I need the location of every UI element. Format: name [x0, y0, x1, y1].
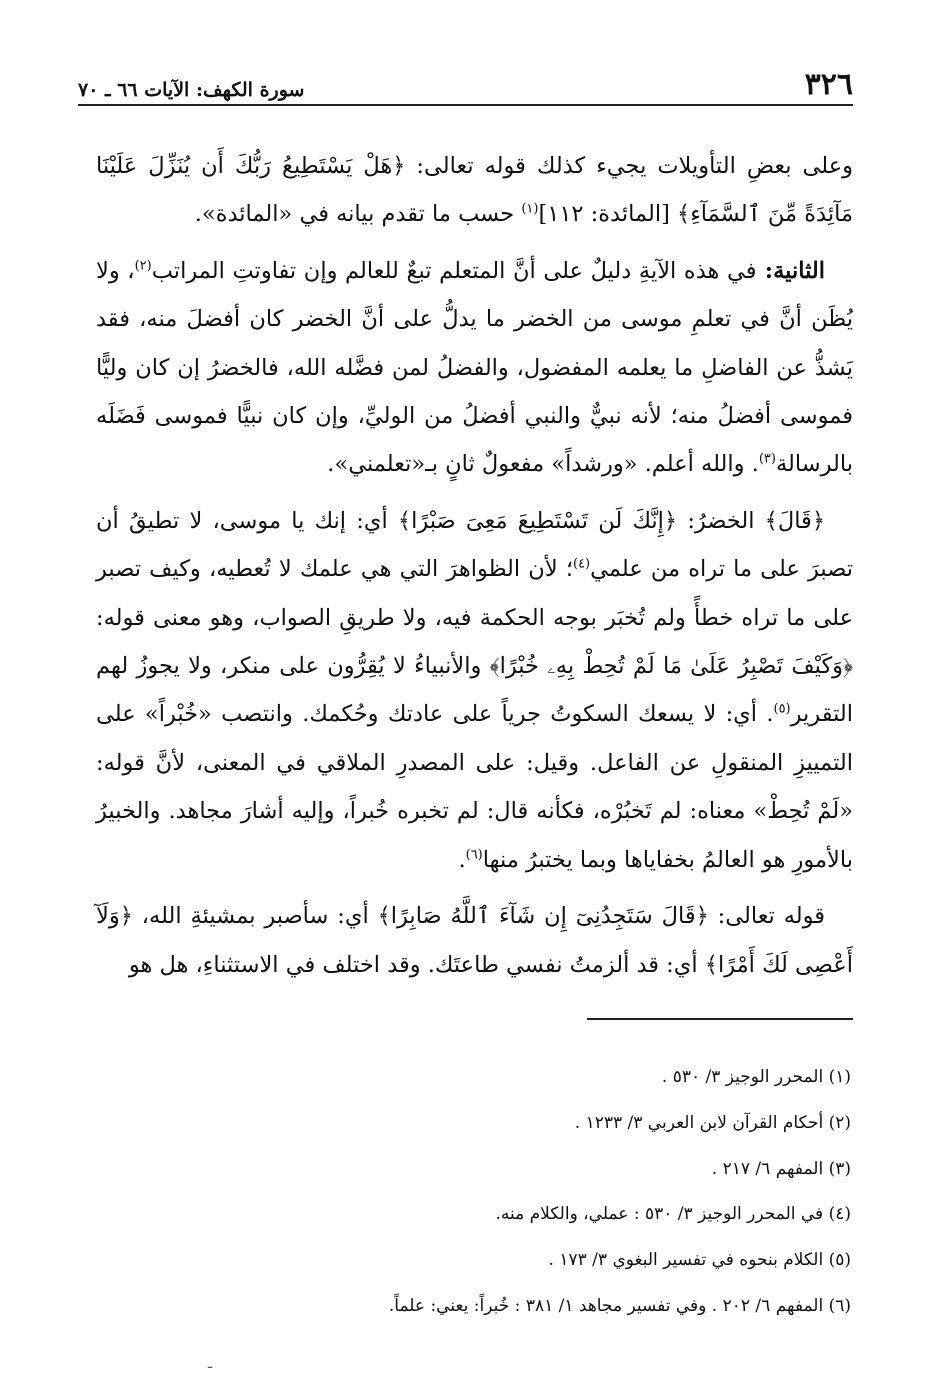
footnote: (٤) في المحرر الوجيز ٣/ ٥٣٠ : عملي، والكلام منه. [495, 1204, 851, 1225]
footnote: (٢) أحكام القرآن لابن العربي ٣/ ١٢٣٣ . [574, 1112, 851, 1133]
paragraph-text: ، ولا يُظَن أنَّ في تعلمِ موسى من الخضر ما يدلُّ على أنَّ الخضر كان أفضلَ منه، فقد يَشذُّ عن الفاضلِ ما يعلمه المفضول، والفضلُ لمن فضَّله الله، فالخضرُ إن كان وليًّا فموسى أفضلُ منه؛ لأنه نبيٌّ والنبي أفضلُ من الوليِّ، وإن كان نبيًّا فموسى فَضَلَه بالرسالة [96, 257, 853, 478]
page-number: ٣٢٦ [804, 67, 853, 102]
paragraph-text: ﴿قَالَ﴾ الخضرُ: ﴿إِنَّكَ لَن تَسْتَطِيعَ مَعِىَ صَبْرًا﴾ أي: إنك يا موسى، لا تطيقُ أن تصبرَ على ما تراه من علمي [96, 507, 853, 583]
paragraph-3 [96, 497, 853, 884]
paragraph-text: ؛ لأن الظواهرَ التي هي علمك لا تُعطيه، وكيف تصبر على ما تراه خطأً ولم تُخبَر بوجه الحكمة فيه، ولا طريقِ الصواب، وهو معنى قوله: ﴿وَكَيْفَ تَصْبِرُ عَلَىٰ مَا لَمْ تُحِطْ بِهِۦ خُبْرًا﴾ والأنبياءُ لا يُقِرُّون على منكر، ولا يجوزُ لهم التقرير [96, 556, 853, 728]
running-title: سورة الكهف: الآيات ٦٦ ـ ٧٠ [78, 79, 305, 101]
footnote-ref: (٦) [465, 847, 483, 863]
paragraph-4 [96, 892, 853, 989]
footnotes [96, 1055, 851, 1330]
footnote-ref: (٥) [773, 701, 791, 717]
paragraph-1 [96, 142, 853, 239]
footnote-ref: (٤) [572, 556, 591, 572]
paragraph-text: وعلى بعضِ التأويلات يجيء كذلك قوله تعالى: ﴿هَلْ يَسْتَطِيعُ رَبُّكَ أَن يُنَزِّلَ عَلَيْنَا مَآئِدَةً مِّنَ ٱلسَّمَآءِ﴾ [المائدة: ١١٢] [96, 153, 853, 228]
footnote-ref: (١) [521, 201, 539, 217]
footnote-separator [587, 1018, 853, 1020]
paragraph-text: حسب ما تقدم بيانه في «المائدة». [194, 201, 522, 228]
paragraph-text: . [458, 846, 466, 873]
footnote-ref: (٢) [134, 258, 152, 274]
paragraph-text: . أي: لا يسعك السكوتُ جرياً على عادتك وحُكمك. وانتصب «خُبْراً» على التمييزِ المنقولِ عن الفاعل. وقيل: على المصدرِ الملاقي في المعنى، لأنَّ قوله: «لَمْ تُحِطْ» معناه: لم تَخبُرْه، فكأنه قال: لم تخبره خُبراً، وإليه أشارَ مجاهد. والخبيرُ بالأمورِ هو العالمُ بخفاياها وبما يختبرُ منها [96, 701, 853, 873]
page-header [78, 58, 853, 106]
footnote: (٣) المفهم ٦/ ٢١٧ . [711, 1158, 851, 1179]
paragraph-2 [96, 247, 853, 489]
section-lead: الثانية: [756, 257, 825, 284]
paragraph-text: قوله تعالى: ﴿قَالَ سَتَجِدُنِىٓ إِن شَآءَ ٱللَّهُ صَابِرًا﴾ أي: سأصبر بمشيئةِ الله، ﴿وَلَآ أَعْصِى لَكَ أَمْرًا﴾ أي: قد ألزمتُ نفسي طاعتَك. وقد اختلف في الاستثناءِ، هل هو [96, 903, 853, 978]
footnote: (٥) الكلام بنحوه في تفسير البغوي ٣/ ١٧٣ . [548, 1250, 851, 1271]
paragraph-text: . والله أعلم. «ورشداً» مفعولٌ ثانٍ بـ«تعلمني». [327, 451, 759, 478]
footnote: (٦) المفهم ٦/ ٢٠٢ . وفي تفسير مجاهد ١/ ٣٨١ : خُبراً: يعني: علماً. [388, 1295, 851, 1316]
footnote-ref: (٣) [758, 451, 776, 467]
footnote: (١) المحرر الوجيز ٣/ ٥٣٠ . [661, 1067, 851, 1087]
paragraph-text: في هذه الآيةِ دليلٌ على أنَّ المتعلم تبعٌ للعالم وإن تفاوتتِ المراتب [151, 257, 757, 284]
stray-mark: ـ [208, 1356, 213, 1372]
main-text [96, 142, 853, 989]
